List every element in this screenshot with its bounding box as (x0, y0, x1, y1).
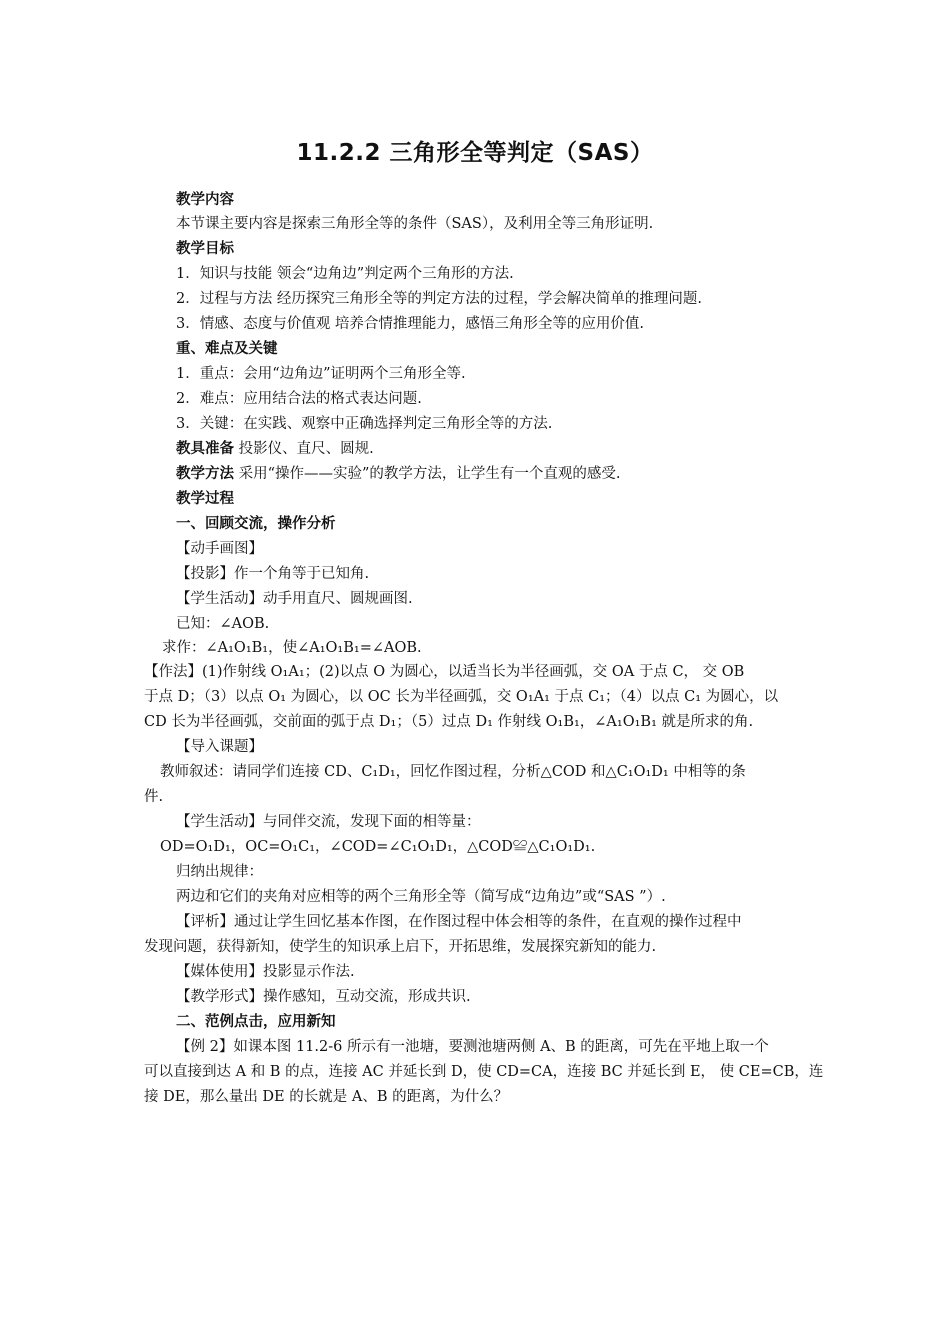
page-title: 11.2.2 三角形全等判定（SAS） (296, 140, 654, 166)
example-line-3: 接 DE，那么量出 DE 的长就是 A、B 的距离，为什么？ (144, 1089, 509, 1105)
narration-line-2: 件. (144, 789, 164, 805)
heading-goals: 教学目标 (176, 241, 234, 257)
example-line-1: 【例 2】如课本图 11.2-6 所示有一池塘，要测池塘两侧 A、B 的距离，可先在平地上取一个 (176, 1039, 769, 1055)
intro-label: 【导入课题】 (176, 739, 263, 755)
section-2-heading: 二、范例点击，应用新知 (176, 1014, 336, 1030)
student-activity-1: 【学生活动】动手用直尺、圆规画图. (176, 591, 413, 607)
student-activity-2: 【学生活动】与同伴交流，发现下面的相等量： (176, 814, 481, 830)
heading-content: 教学内容 (176, 192, 234, 208)
goal-3: 3．情感、态度与价值观 培养合情推理能力，感悟三角形全等的应用价值. (176, 316, 644, 332)
draw-label: 【动手画图】 (176, 541, 263, 557)
key-3: 3．关键：在实践、观察中正确选择判定三角形全等的方法. (176, 416, 553, 432)
steps-line-2: 于点 D；（3）以点 O₁ 为圆心，以 OC 长为半径画弧，交 O₁A₁ 于点 C₁；（4）以点 C₁ 为圆心，以 (144, 689, 779, 705)
method-text: 采用“操作——实验”的教学方法，让学生有一个直观的感受. (234, 466, 621, 482)
content-text: 本节课主要内容是探索三角形全等的条件（SAS），及利用全等三角形证明. (176, 216, 654, 232)
steps-line-3: CD 长为半径画弧，交前面的弧于点 D₁；（5）过点 D₁ 作射线 O₁B₁，∠A₁O₁B₁ 就是所求的角. (144, 714, 754, 730)
goal-1: 1．知识与技能 领会“边角边”判定两个三角形的方法. (176, 266, 514, 282)
evaluation-line-1: 【评析】通过让学生回忆基本作图，在作图过程中体会相等的条件，在直观的操作过程中 (176, 914, 742, 930)
rule-heading: 归纳出规律： (176, 864, 263, 880)
find-text: 求作：∠A₁O₁B₁，使∠A₁O₁B₁=∠AOB. (162, 640, 422, 656)
form-text: 【教学形式】操作感知，互动交流，形成共识. (176, 989, 471, 1005)
key-2: 2．难点：应用结合法的格式表达问题. (176, 391, 422, 407)
projection-text: 【投影】作一个角等于已知角. (176, 566, 370, 582)
example-line-2: 可以直接到达 A 和 B 的点，连接 AC 并延长到 D，使 CD=CA，连接 BC 并延长到 E， 使 CE=CB，连 (144, 1064, 824, 1080)
rule-text: 两边和它们的夹角对应相等的两个三角形全等（简写成“边角边”或“SAS ”）. (176, 889, 666, 905)
goal-2: 2．过程与方法 经历探究三角形全等的判定方法的过程，学会解决简单的推理问题. (176, 291, 702, 307)
tools-label: 教具准备 (176, 441, 234, 457)
narration-line-1: 教师叙述：请同学们连接 CD、C₁D₁，回忆作图过程，分析△COD 和△C₁O₁D₁ 中相等的条 (160, 764, 746, 780)
method-label: 教学方法 (176, 466, 234, 482)
section-1-heading: 一、回顾交流，操作分析 (176, 516, 336, 532)
steps-line-1: 【作法】(1)作射线 O₁A₁；(2)以点 O 为圆心，以适当长为半径画弧，交 OA 于点 C， 交 OB (144, 664, 745, 680)
heading-key: 重、难点及关键 (176, 341, 278, 357)
equalities-text: OD=O₁D₁，OC=O₁C₁，∠COD=∠C₁O₁D₁，△COD≌△C₁O₁D₁. (160, 839, 596, 855)
tools-line (176, 439, 374, 459)
key-1: 1．重点：会用“边角边”证明两个三角形全等. (176, 366, 466, 382)
tools-text: 投影仪、直尺、圆规. (234, 441, 374, 457)
media-text: 【媒体使用】投影显示作法. (176, 964, 355, 980)
given-text: 已知：∠AOB. (176, 616, 270, 632)
method-line (176, 464, 621, 484)
heading-process: 教学过程 (176, 491, 234, 507)
evaluation-line-2: 发现问题，获得新知，使学生的知识承上启下，开拓思维，发展探究新知的能力. (144, 939, 657, 955)
